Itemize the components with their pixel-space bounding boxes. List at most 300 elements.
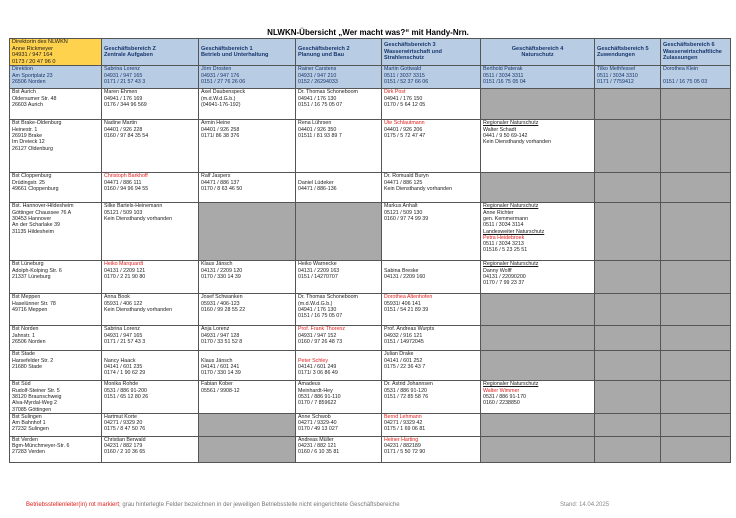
contact-cell: [382, 413, 481, 436]
contact-line: Klaus Jänsch: [201, 357, 233, 364]
contact-line: 04941 / 176 169: [104, 95, 143, 102]
contact-cell: [199, 326, 296, 351]
office-line: 38120 Braunschweig: [12, 393, 62, 400]
empty-cell: [595, 294, 661, 326]
contact-cell: [382, 381, 481, 413]
contact-line: Fabian Kober: [201, 381, 233, 388]
office-line: Bst Sulingen: [12, 413, 42, 420]
manager-name: Heiko Marquardt: [104, 261, 144, 268]
contact-line: Dorothea Klein: [663, 66, 699, 73]
empty-cell: [661, 89, 731, 120]
contact-line: Silke Bartels-Heinemann: [104, 203, 163, 210]
contact-line: 0151 / 14972045: [384, 338, 424, 345]
contact-line: 04932 / 916 121: [384, 332, 423, 339]
office-row: [10, 203, 731, 261]
office-line: 37085 Göttingen: [12, 406, 52, 413]
contact-cell: [102, 66, 199, 89]
dept-header-3: Geschäftsbereich 3 Wasserwirtschaft und Strahlenschutz: [382, 39, 481, 66]
empty-cell: [595, 351, 661, 381]
contact-cell: [102, 120, 199, 173]
contact-line: 05561 / 9908-12: [201, 387, 240, 394]
contact-cell: [199, 89, 296, 120]
contact-line: 0160 / 99 28 55 22: [201, 306, 246, 313]
contact-cell: [102, 89, 199, 120]
contact-line: 0170 / 8 63 46 50: [201, 185, 243, 192]
director-line: 0173 / 20 47 96 0: [12, 58, 56, 65]
contact-cell: [382, 173, 481, 203]
contact-line: Anne Schwob: [298, 413, 331, 420]
contact-line: Sabina Breske: [384, 267, 419, 274]
contact-line: 04401 / 926 228: [104, 126, 143, 133]
empty-cell: [481, 89, 595, 120]
page-title: NLWKN-Übersicht „Wer macht was?“ mit Handy-Nrn.: [267, 28, 469, 37]
contact-line: 0531 / 886 91-120: [384, 387, 428, 394]
contact-line: Dr. Romuald Buryn: [384, 173, 429, 180]
office-line: 26603 Aurich: [12, 101, 43, 108]
contact-cell: [481, 120, 595, 173]
contact-line: 05121 / 509 130: [384, 209, 423, 216]
contact-cell: [296, 326, 382, 351]
directory-body: [10, 66, 731, 462]
contact-line: 05931/ 406 141: [384, 300, 421, 307]
contact-line: Christian Berwald: [104, 436, 146, 443]
office-line: 27283 Verden: [12, 449, 45, 456]
office-cell: [10, 326, 102, 351]
office-line: 26506 Norden: [12, 78, 46, 85]
manager-name: Peter Schley: [298, 357, 329, 364]
contact-cell: [296, 436, 382, 462]
contact-line: 04931 / 947 128: [201, 332, 240, 339]
contact-line: 04231 / 882189: [384, 443, 421, 450]
contact-line: 04141 / 601 235: [104, 363, 143, 370]
contact-cell: [102, 261, 199, 294]
contact-line: 0151 / 72 85 58 76: [384, 393, 429, 400]
directory-table: [9, 38, 731, 463]
contact-line: Sabrina Lorenz: [104, 66, 140, 73]
empty-cell: [296, 203, 382, 261]
contact-line: (04941-176-192): [201, 101, 241, 108]
contact-cell: [199, 173, 296, 203]
contact-cell: [199, 66, 296, 89]
empty-cell: [481, 173, 595, 203]
office-row: [10, 436, 731, 462]
contact-line: Anne Richter: [483, 209, 514, 216]
contact-line: 0160 / 2 10 36 65: [104, 449, 146, 456]
empty-cell: [661, 120, 731, 173]
empty-cell: [595, 203, 661, 261]
contact-line: 0170 / 330 14 39: [201, 370, 241, 377]
contact-line: 0176 / 344 96 569: [104, 101, 147, 108]
office-cell: [10, 381, 102, 413]
contact-line: 0151 / 52 37 66 06: [384, 78, 429, 85]
contact-cell: [199, 294, 296, 326]
contact-line: Sabrina Lorenz: [104, 326, 140, 333]
office-line: Rudolf-Steiner Str. 5: [12, 387, 60, 394]
director-line: 04931 / 947 164: [12, 52, 53, 59]
empty-cell: [199, 203, 296, 261]
contact-line: Ralf Jaspers: [201, 173, 231, 180]
contact-cell: [199, 381, 296, 413]
contact-cell: [382, 261, 481, 294]
contact-line: Armin Heine: [201, 120, 231, 127]
office-row: [10, 351, 731, 381]
empty-cell: [661, 436, 731, 462]
office-row: [10, 120, 731, 173]
office-cell: [10, 120, 102, 173]
contact-line: 0151 / 16 75 05 03: [663, 78, 708, 85]
contact-line: 04471 / 886-136: [298, 185, 337, 192]
manager-name: Petra Heidebroek: [483, 234, 525, 241]
contact-line: 04231 / 882 121: [298, 443, 337, 450]
manager-name: Heiner Harting: [384, 436, 419, 443]
contact-line: 04401 / 926 350: [298, 126, 337, 133]
contact-line: Andreas Müller: [298, 436, 334, 443]
contact-cell: [296, 413, 382, 436]
contact-line: Nancy Haack: [104, 357, 136, 364]
manager-name: Ute Schlautmann: [384, 120, 425, 127]
contact-line: Rena Lührsen: [298, 120, 332, 127]
contact-line: Martin Gottwald: [384, 66, 422, 73]
contact-line: 0171 / 5 50 72 90: [384, 449, 426, 456]
contact-line: (m.d.W.d.G.b.): [298, 300, 333, 307]
dept-header-4: Geschäftsbereich 4 Naturschutz: [481, 39, 595, 66]
office-cell: [10, 351, 102, 381]
office-row: [10, 261, 731, 294]
dept-header-1: Geschäftsbereich 1 Betrieb und Unterhaltung: [199, 39, 296, 66]
contact-line: 0152 / 26294033: [298, 78, 338, 85]
contact-line: 0160 / 2238850: [483, 400, 520, 407]
contact-line: 04471 / 886 125: [384, 179, 423, 186]
office-line: Adolph-Kolping Str. 6: [12, 267, 62, 274]
contact-line: Hartmut Korte: [104, 413, 137, 420]
contact-line: Kein Diensthandy vorhanden: [104, 215, 173, 222]
contact-line: 0160 / 97 74 99 39: [384, 215, 429, 222]
office-line: Oldersumer Str. 48: [12, 95, 57, 102]
contact-line: Julian Drake: [384, 351, 414, 358]
contact-line: 0531 / 886 91-200: [104, 387, 148, 394]
contact-line: 0170 / 7 859622: [298, 400, 337, 407]
office-line: Am Bahnhof 1: [12, 420, 46, 427]
office-line: 21337 Lüneburg: [12, 273, 51, 280]
empty-cell: [661, 351, 731, 381]
contact-line: Anja Lorenz: [201, 326, 230, 333]
office-cell: [10, 173, 102, 203]
contact-line: Prof. Andreas Wurpts: [384, 326, 435, 333]
office-line: Jahnstr. 1: [12, 332, 35, 339]
empty-cell: [661, 203, 731, 261]
contact-line: Monika Rohde: [104, 381, 139, 388]
office-line: Drüdingstr. 25: [12, 179, 45, 186]
contact-line: 0171 / 21 57 43 3: [104, 78, 146, 85]
empty-cell: [661, 381, 731, 413]
empty-cell: [595, 120, 661, 173]
contact-cell: [199, 261, 296, 294]
office-line: Bst Süd: [12, 381, 31, 388]
office-row: [10, 381, 731, 413]
office-line: Bst Norden: [12, 326, 39, 333]
contact-line: Kein Diensthandy vorhanden: [384, 185, 453, 192]
office-line: Bst Meppen: [12, 294, 41, 301]
contact-line: 04141 / 601 252: [384, 357, 423, 364]
contact-line: Tilko Methfessel: [597, 66, 636, 73]
contact-line: 04131 / 2209 121: [104, 267, 146, 274]
contact-line: Dr. Thomas Schoneboom: [298, 89, 358, 96]
contact-cell: [296, 66, 382, 89]
contact-line: 0175 / 1 69 06 81: [384, 426, 426, 433]
contact-line: 04941 / 176 130: [298, 306, 337, 313]
contact-cell: [382, 436, 481, 462]
contact-cell: [382, 351, 481, 381]
contact-line: Axel Daubenspeck: [201, 89, 246, 96]
office-line: Bst Aurich: [12, 89, 36, 96]
office-cell: [10, 294, 102, 326]
footer-date: Stand: 14.04.2025: [560, 502, 610, 508]
contact-line: 04141 / 601 249: [298, 363, 337, 370]
contact-line: Dr. Astrid Johannsen: [384, 381, 433, 388]
contact-line: 0171 / 7759412: [597, 78, 634, 85]
contact-line: Kein Diensthandy vorhanden: [104, 306, 173, 313]
office-cell: [10, 66, 102, 89]
contact-line: Maren Ehmen: [104, 89, 138, 96]
contact-line: 0531 / 886 91-110: [298, 393, 341, 400]
contact-line: 01511 / 81 93 89 7: [298, 132, 342, 139]
contact-line: 0170 / 5 64 12 05: [384, 101, 426, 108]
contact-line: 0511 / 3037 3315: [384, 72, 425, 79]
contact-line: 0170 / 330 14 39: [201, 273, 241, 280]
manager-name: Dirk Post: [384, 89, 406, 96]
contact-line: 04401 / 926 258: [201, 126, 240, 133]
empty-cell: [595, 381, 661, 413]
contact-cell: [102, 436, 199, 462]
office-row: [10, 413, 731, 436]
contact-line: 0151 / 54 21 89 39: [384, 306, 429, 313]
contact-line: 0511 / 3034 3213: [483, 241, 524, 248]
contact-line: (m.d.W.d.G.b.): [201, 95, 236, 102]
office-line: Göttinger Chaussee 76 A: [12, 209, 72, 216]
contact-line: Regionaler Naturschutz: [483, 381, 539, 388]
contact-line: Meinhardt-Hey: [298, 387, 333, 394]
empty-cell: [199, 413, 296, 436]
office-line: Heinestr. 1: [12, 126, 38, 133]
contact-line: 0170 / 33 51 52 8: [201, 338, 243, 345]
contact-cell: [296, 120, 382, 173]
empty-cell: [595, 261, 661, 294]
empty-cell: [595, 436, 661, 462]
office-line: Am Sportplatz 23: [12, 72, 53, 79]
contact-line: 05931 / 406-123: [201, 300, 240, 307]
office-line: 27232 Sulingen: [12, 426, 49, 433]
contact-line: 0170 / 7 99 23 37: [483, 280, 525, 287]
office-line: Harsefelder Str. 2: [12, 357, 54, 364]
contact-line: Daniel Lüdeker: [298, 179, 334, 186]
office-line: Bst Verden: [12, 436, 38, 443]
contact-line: Klaus Jänsch: [201, 261, 233, 268]
contact-line: 0160 / 97 26 48 73: [298, 338, 343, 345]
contact-line: 04401 / 926 206: [384, 126, 423, 133]
contact-line: 0160 / 6 10 35 81: [298, 449, 340, 456]
contact-line: 0174 / 1 90 62 29: [104, 370, 146, 377]
contact-line: 04271 / 9329 20: [104, 420, 143, 427]
office-row: [10, 294, 731, 326]
contact-line: Heiko Warnecke: [298, 261, 337, 268]
dept-header-5: Geschäftsbereich 5 Zuwendungen: [595, 39, 661, 66]
contact-line: 0160 / 97 84 35 54: [104, 132, 149, 139]
contact-line: Regionaler Naturschutz: [483, 261, 539, 268]
manager-name: Walter Wimmer: [483, 387, 520, 394]
office-line: Bst Brake-Oldenburg: [12, 120, 62, 127]
office-line: 31135 Hildesheim: [12, 228, 55, 235]
contact-line: Regionaler Naturschutz: [483, 203, 539, 210]
manager-name: Christoph Barkhoff: [104, 173, 148, 180]
office-cell: [10, 203, 102, 261]
contact-line: gen. Kemmermann: [483, 215, 529, 222]
contact-line: 04231 / 882 179: [104, 443, 143, 450]
contact-line: 04931 / 947 210: [298, 72, 337, 79]
contact-line: 04931 / 947 165: [104, 72, 143, 79]
contact-cell: [102, 351, 199, 381]
office-line: Direktion: [12, 66, 33, 73]
contact-cell: [296, 294, 382, 326]
contact-line: 04131 / 22090200: [483, 273, 526, 280]
empty-cell: [661, 413, 731, 436]
contact-line: 0171 / 21 57 43 3: [104, 338, 146, 345]
dept-header-6: Geschäftsbereich 6 Wasserwirtschaftliche Zulassungen: [661, 39, 731, 66]
contact-line: Berthold Paterak: [483, 66, 523, 73]
office-line: 26506 Norden: [12, 338, 46, 345]
contact-cell: [296, 381, 382, 413]
contact-line: 0171/ 86 38 376: [201, 132, 240, 139]
contact-line: Dr. Thomas Schoneboom: [298, 294, 358, 301]
contact-cell: [481, 261, 595, 294]
office-line: Bst Cloppenburg: [12, 173, 52, 180]
contact-cell: [296, 89, 382, 120]
contact-line: 04141 / 601 241: [201, 363, 240, 370]
empty-cell: [661, 261, 731, 294]
contact-line: 01516 / 5 23 25 51: [483, 247, 528, 254]
office-line: 26919 Brake: [12, 132, 43, 139]
contact-line: 04941 / 176 150: [384, 95, 423, 102]
contact-line: 04931 / 947 165: [104, 332, 143, 339]
empty-cell: [661, 173, 731, 203]
contact-line: 04271 / 9329 42: [384, 420, 423, 427]
contact-line: Jörn Drosten: [201, 66, 232, 73]
contact-line: 04131 / 2209 163: [298, 267, 340, 274]
contact-line: Danny Wolff: [483, 267, 512, 274]
empty-cell: [595, 413, 661, 436]
manager-name: Bernd Lehmann: [384, 413, 422, 420]
contact-cell: [296, 261, 382, 294]
contact-cell: [481, 381, 595, 413]
contact-cell: [199, 120, 296, 173]
office-line: Bgm-Münchmeyer-Str. 6: [12, 443, 70, 450]
contact-line: Kein Diensthandy vorhanden: [483, 139, 552, 146]
dept-header-z: Geschäftsbereich Z Zentrale Aufgaben: [102, 39, 199, 66]
contact-line: 0511 / 3034 3311: [483, 72, 524, 79]
contact-cell: [102, 173, 199, 203]
manager-name: Dorothea Altenhofen: [384, 294, 433, 301]
contact-line: Amadeus: [298, 381, 321, 388]
contact-line: 0175 / 5 72 47 47: [384, 132, 426, 139]
contact-line: 0511 / 3034 3114: [483, 222, 524, 229]
office-line: Haselünner Str. 78: [12, 300, 56, 307]
central-row: [10, 66, 731, 89]
contact-line: 04471 / 886 137: [201, 179, 240, 186]
contact-cell: [382, 326, 481, 351]
contact-line: 0151 / 16 75 05 07: [298, 313, 343, 320]
contact-cell: [382, 89, 481, 120]
contact-line: 04471 / 886 111: [104, 179, 142, 186]
office-row: [10, 326, 731, 351]
empty-cell: [199, 436, 296, 462]
empty-cell: [481, 294, 595, 326]
office-line: Im Dreieck 12: [12, 139, 45, 146]
office-cell: [10, 436, 102, 462]
empty-cell: [595, 89, 661, 120]
office-line: 21680 Stade: [12, 363, 43, 370]
contact-line: 0171/ 3 06 86 49: [298, 370, 338, 377]
contact-line: Landesweiter Naturschutz: [483, 228, 545, 235]
empty-cell: [595, 326, 661, 351]
director-line: Direktorin des NLWKN: [12, 39, 68, 45]
office-line: An der Scharlake 39: [12, 222, 60, 229]
contact-line: 0151 / 27 76 26 06: [201, 78, 246, 85]
contact-cell: [382, 66, 481, 89]
office-line: Bst Stade: [12, 351, 35, 358]
office-row: [10, 173, 731, 203]
contact-cell: [102, 413, 199, 436]
contact-line: Josef Schwanken: [201, 294, 243, 301]
director-cell: [10, 39, 102, 66]
office-cell: [10, 413, 102, 436]
contact-line: 04941 / 176 130: [298, 95, 337, 102]
contact-cell: [102, 326, 199, 351]
contact-line: 05121 / 509 103: [104, 209, 143, 216]
contact-cell: [382, 294, 481, 326]
contact-cell: [595, 66, 661, 89]
contact-line: 0531 / 886 91-170: [483, 393, 527, 400]
contact-cell: [296, 173, 382, 203]
contact-line: 0175 / 22 36 43 7: [384, 363, 426, 370]
contact-line: 0151 / 65 12 80 26: [104, 393, 149, 400]
empty-cell: [481, 351, 595, 381]
contact-line: 0511 / 3034 3310: [597, 72, 638, 79]
empty-cell: [481, 326, 595, 351]
contact-line: Markus Anhalt: [384, 203, 418, 210]
office-line: 49716 Meppen: [12, 306, 48, 313]
contact-line: 0170 / 2 21 90 80: [104, 273, 146, 280]
contact-cell: [102, 294, 199, 326]
contact-line: 0441 / 9 50 69-142: [483, 132, 528, 139]
contact-line: 04131 / 2209 120: [201, 267, 243, 274]
contact-cell: [481, 203, 595, 261]
office-line: Alva-Myrdal-Weg 2: [12, 400, 57, 407]
contact-cell: [661, 66, 731, 89]
contact-line: Rainer Carstens: [298, 66, 337, 73]
contact-line: 0151 / 14270707: [298, 273, 338, 280]
contact-line: 0175 / 8 47 50 76: [104, 426, 146, 433]
contact-cell: [481, 66, 595, 89]
dept-header-2: Geschäftsbereich 2 Planung und Bau: [296, 39, 382, 66]
contact-line: 04271 / 9329-40: [298, 420, 337, 427]
contact-line: Nadine Martin: [104, 120, 137, 127]
contact-line: 0151 /16 75 05 04: [483, 78, 526, 85]
contact-line: Anna Book: [104, 294, 130, 301]
contact-cell: [199, 351, 296, 381]
contact-line: 0170 / 49 13 027: [298, 426, 338, 433]
contact-line: 05931 / 406 122: [104, 300, 143, 307]
contact-cell: [102, 381, 199, 413]
empty-cell: [481, 413, 595, 436]
